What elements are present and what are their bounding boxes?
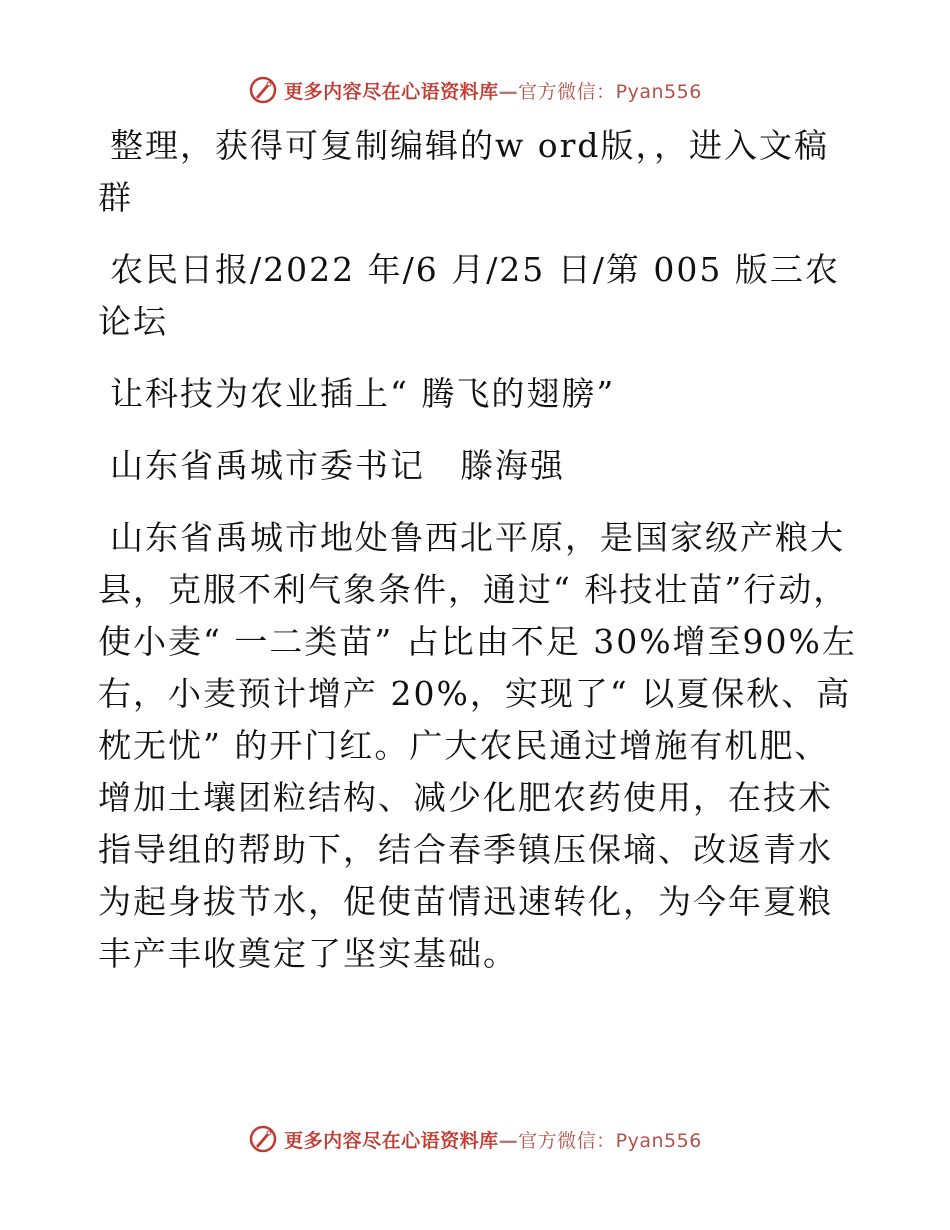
watermark-contact: 官方微信：Pyan556 <box>518 80 702 103</box>
article-title: 让科技为农业插上“ 腾飞的翅膀” <box>110 374 616 413</box>
document-body <box>98 120 858 1000</box>
footer-watermark <box>0 1119 950 1159</box>
header-watermark <box>0 70 950 110</box>
body-paragraph: 山东省禹城市地处鲁西北平原，是国家级产粮大县，克服不利气象条件，通过“ 科技壮苗”行动，使小麦“ 一二类苗” 占比由不足 30%增至90%左右，小麦预计增产 20%，实现了“ 以夏保秋、高枕无忧” 的开门红。广大农民通过增施有机肥、增加土壤团粒结构、减少化肥农药使用，在技术指导组的帮助下，结合春季镇压保墒、改返青水为起身拔节水，促使苗情迅速转化，为今年夏粮丰产丰收奠定了坚实基础。 <box>98 518 857 973</box>
byline: 山东省禹城市委书记 滕海强 <box>110 446 565 485</box>
watermark-title: 更多内容尽在心语资料库 <box>284 80 499 103</box>
quill-pen-circle-icon <box>248 75 278 105</box>
intro-paragraph: 整理，获得可复制编辑的w ord版，，进入文稿群 <box>98 126 830 217</box>
watermark-dash: — <box>498 1129 519 1152</box>
watermark-text <box>284 77 702 104</box>
watermark-title: 更多内容尽在心语资料库 <box>284 1129 499 1152</box>
watermark-dash: — <box>498 80 519 103</box>
quill-pen-circle-icon <box>248 1124 278 1154</box>
watermark-contact: 官方微信：Pyan556 <box>518 1129 702 1152</box>
source-line: 农民日报/2022 年/6 月/25 日/第 005 版三农论坛 <box>98 250 840 341</box>
watermark-text <box>284 1126 702 1153</box>
